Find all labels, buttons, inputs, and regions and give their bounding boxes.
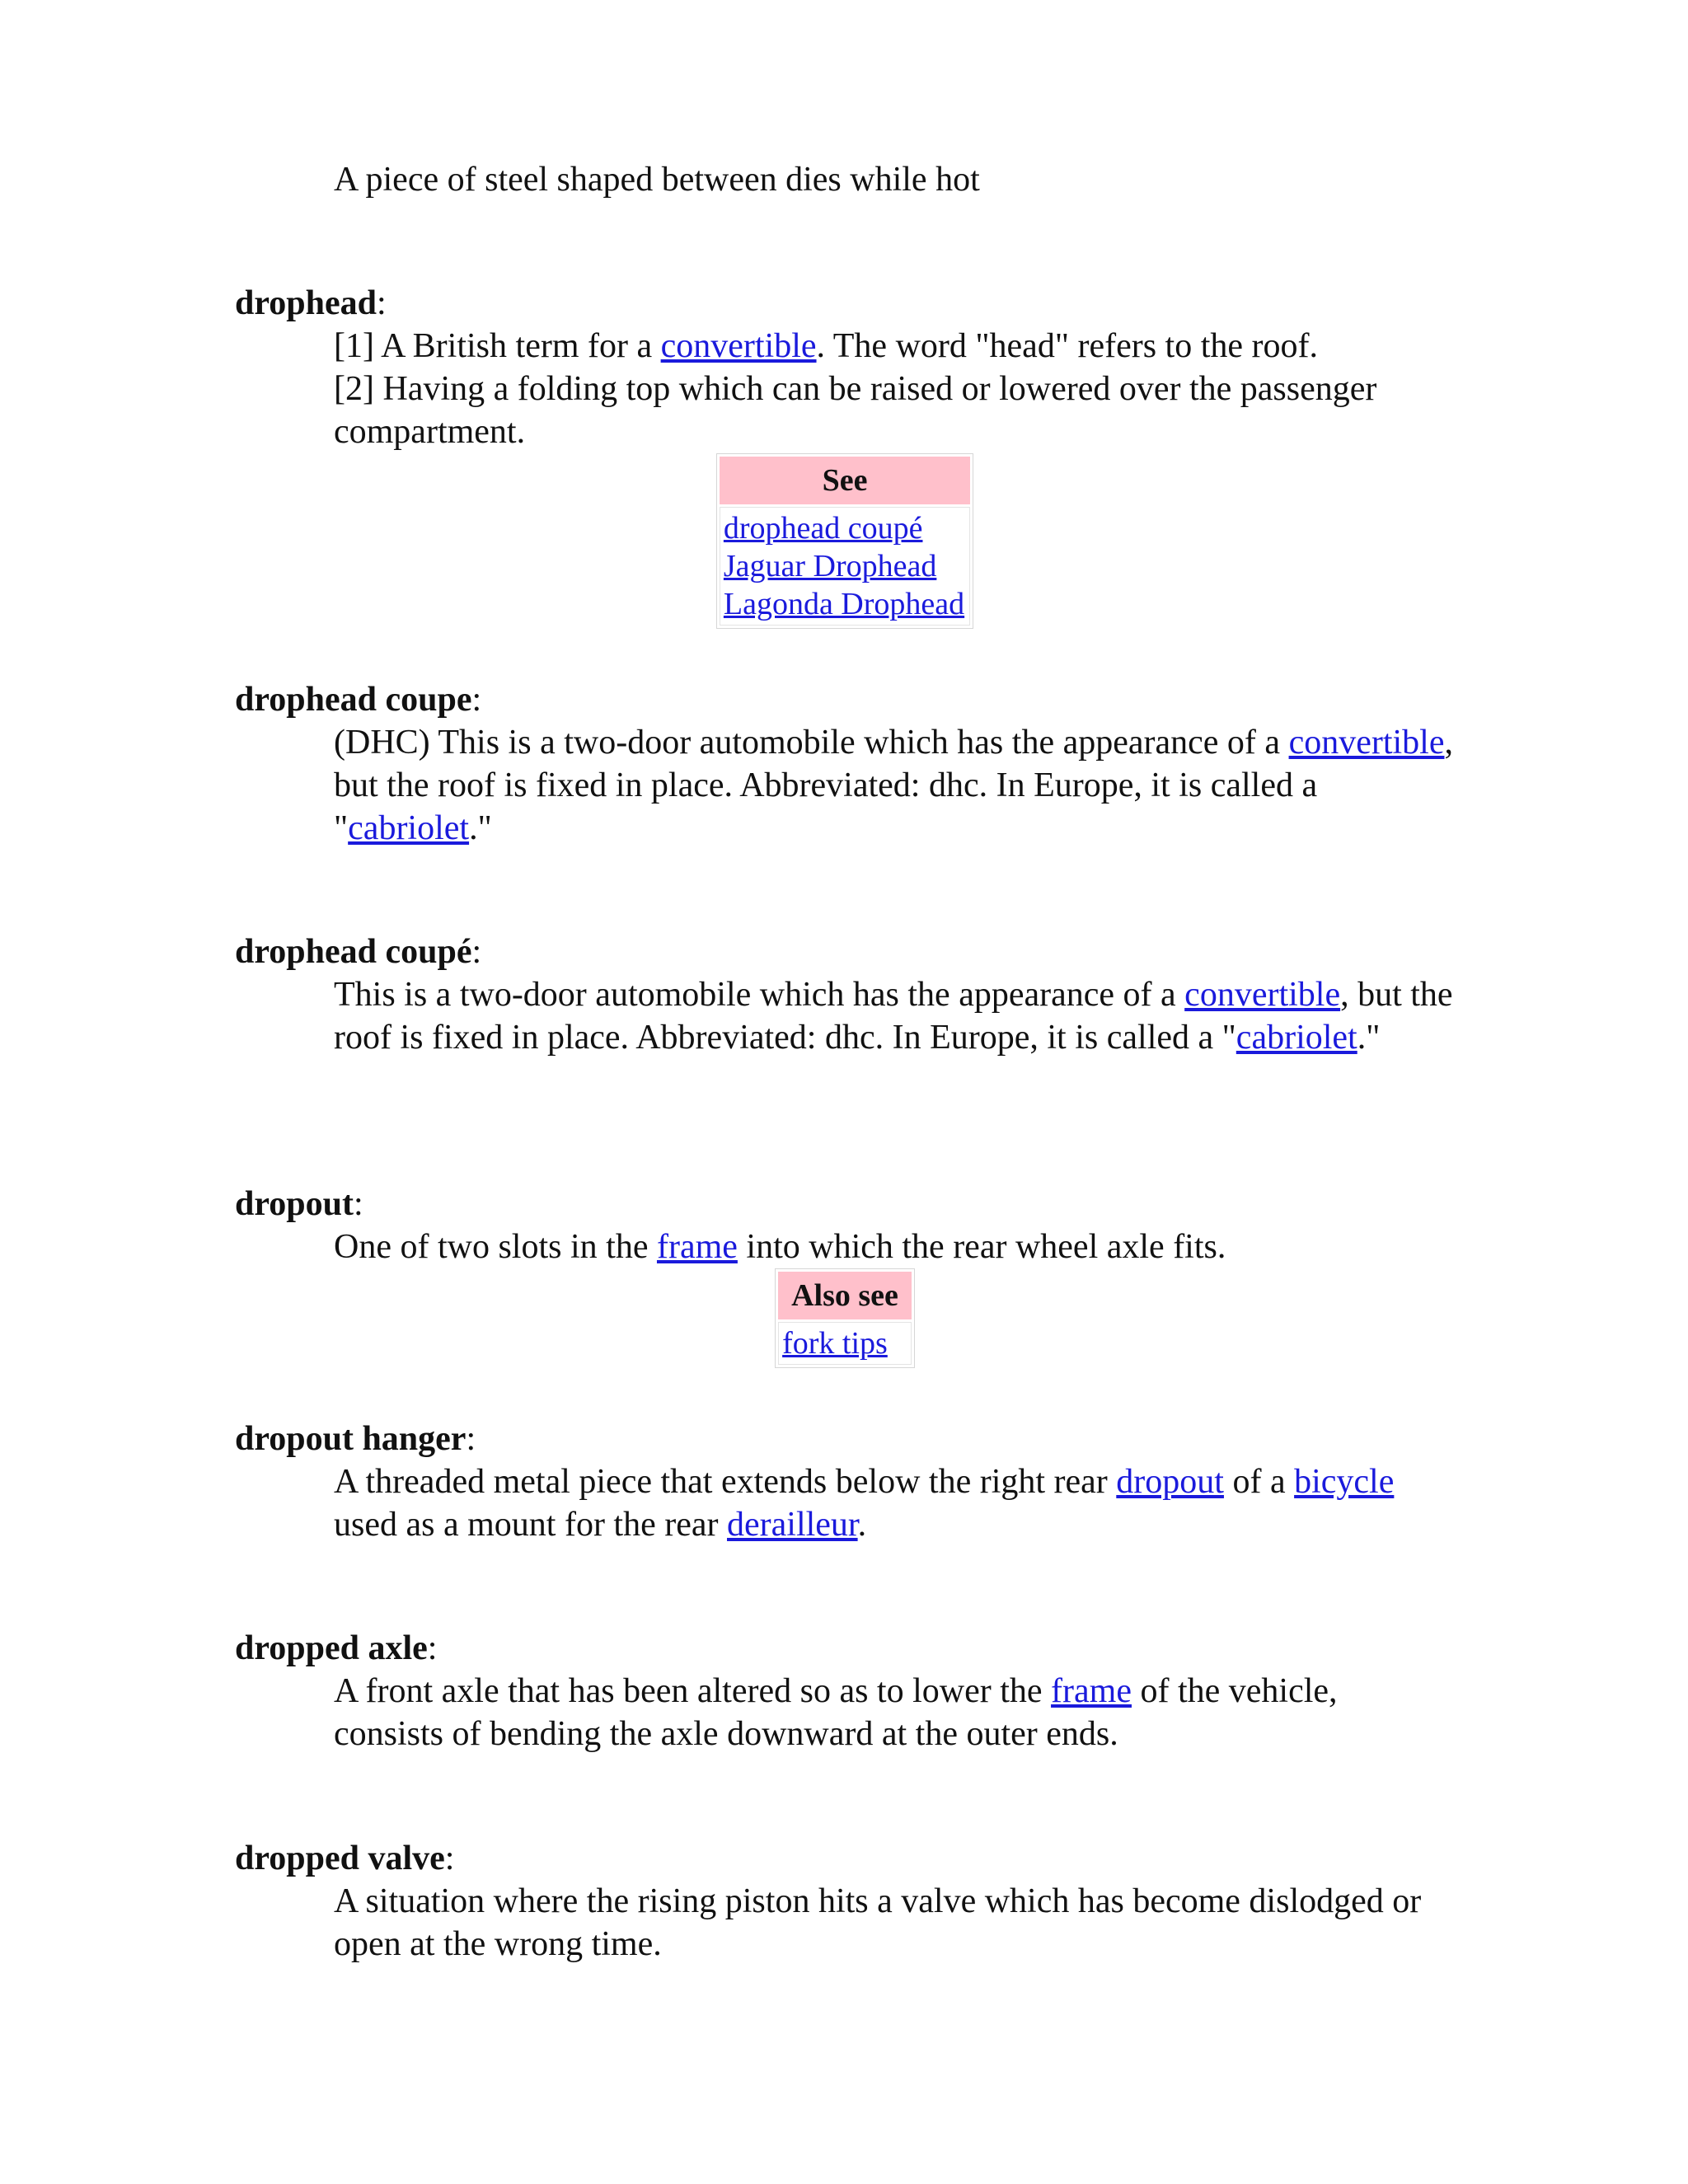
entry-definition: A situation where the rising piston hits a valve which has become dislodged or open at the wrong time. (334, 1882, 1422, 1963)
see-box-header: See (720, 457, 970, 504)
link-dropout[interactable]: dropout (1116, 1463, 1224, 1501)
glossary-entry-dropout-hanger (235, 1418, 1455, 1546)
entry-definition (235, 1460, 1455, 1546)
definition-text: of a (1223, 1463, 1295, 1501)
entry-term: dropped valve (235, 1840, 445, 1877)
entry-definition (235, 325, 1455, 453)
also-see-box (775, 1268, 915, 1368)
entry-term: drophead coupe (235, 681, 472, 719)
term-colon: : (444, 1840, 455, 1877)
term-colon: : (471, 681, 482, 719)
definition-text: . The word "head" refers to the roof. (816, 327, 1318, 365)
entry-heading (235, 1183, 1455, 1226)
entry-definition (235, 1226, 1455, 1268)
definition-text: ." (469, 809, 492, 847)
term-colon: : (427, 1629, 438, 1667)
definition-text: A front axle that has been altered so as to lower the (334, 1672, 1052, 1710)
entry-heading (235, 282, 1455, 325)
link-derailleur[interactable]: derailleur (727, 1506, 858, 1544)
entry-term: dropped axle (235, 1629, 428, 1667)
entry-heading (235, 678, 1455, 721)
see-link-jaguar-drophead[interactable]: Jaguar Drophead (723, 549, 937, 583)
term-colon: : (376, 284, 387, 322)
see-link-fork-tips[interactable]: fork tips (782, 1326, 888, 1361)
definition-text: ." (1357, 1019, 1381, 1057)
link-frame[interactable]: frame (656, 1228, 738, 1266)
intro-definition: A piece of steel shaped between dies while hot (334, 161, 980, 199)
glossary-entry-drophead-coupe (235, 678, 1455, 850)
link-cabriolet[interactable]: cabriolet (348, 809, 470, 847)
see-link-lagonda-drophead[interactable]: Lagonda Drophead (723, 587, 965, 621)
definition-sense-1 (334, 325, 1455, 368)
definition-text: of the vehicle, consists of bending the axle downward at the outer ends. (334, 1672, 1338, 1753)
glossary-entry-dropout (235, 1183, 1455, 1368)
definition-text: (DHC) This is a two-door automobile which has the appearance of a (334, 724, 1289, 762)
link-cabriolet[interactable]: cabriolet (1236, 1019, 1357, 1057)
glossary-entry-dropped-axle (235, 1627, 1455, 1755)
entry-term: dropout (235, 1185, 354, 1223)
definition-text: , but the roof is fixed in place. Abbreviated: dhc. In Europe, it is called a " (334, 976, 1453, 1057)
definition-text: . (857, 1506, 867, 1544)
link-bicycle[interactable]: bicycle (1294, 1463, 1395, 1501)
glossary-entry-dropped-valve (235, 1837, 1455, 1966)
link-frame[interactable]: frame (1051, 1672, 1132, 1710)
see-box-links (720, 507, 970, 626)
see-box (716, 453, 973, 629)
entry-heading (235, 1837, 1455, 1880)
definition-text: used as a mount for the rear (334, 1506, 727, 1544)
definition-text: One of two slots in the (334, 1228, 657, 1266)
entry-heading (235, 1418, 1455, 1460)
definition-sense-2: [2] Having a folding top which can be raised or lowered over the passenger compartment. (334, 370, 1377, 451)
link-convertible[interactable]: convertible (1184, 976, 1341, 1014)
term-colon: : (466, 1420, 476, 1458)
term-colon: : (471, 933, 482, 971)
see-box-links (778, 1322, 912, 1365)
entry-heading (235, 930, 1455, 973)
entry-term: dropout hanger (235, 1420, 467, 1458)
definition-text: A threaded metal piece that extends below the right rear (334, 1463, 1117, 1501)
entry-term: drophead (235, 284, 377, 322)
glossary-entry-drophead (235, 282, 1455, 629)
entry-definition (235, 721, 1455, 850)
see-link-drophead-coupe[interactable]: drophead coupé (723, 511, 923, 546)
entry-term: drophead coupé (235, 933, 472, 971)
link-convertible[interactable]: convertible (1288, 724, 1445, 762)
entry-definition (235, 1670, 1455, 1755)
glossary-entry-drophead-coupe-accented (235, 930, 1455, 1059)
definition-text: into which the rear wheel axle fits. (737, 1228, 1226, 1266)
definition-text: This is a two-door automobile which has the appearance of a (334, 976, 1185, 1014)
definition-text: [1] A British term for a (334, 327, 661, 365)
term-colon: : (353, 1185, 363, 1223)
entry-heading (235, 1627, 1455, 1670)
definition-text: , but the roof is fixed in place. Abbreviated: dhc. In Europe, it is called a " (334, 724, 1453, 847)
entry-definition (235, 973, 1455, 1059)
link-convertible[interactable]: convertible (660, 327, 817, 365)
see-box-header: Also see (778, 1272, 912, 1319)
